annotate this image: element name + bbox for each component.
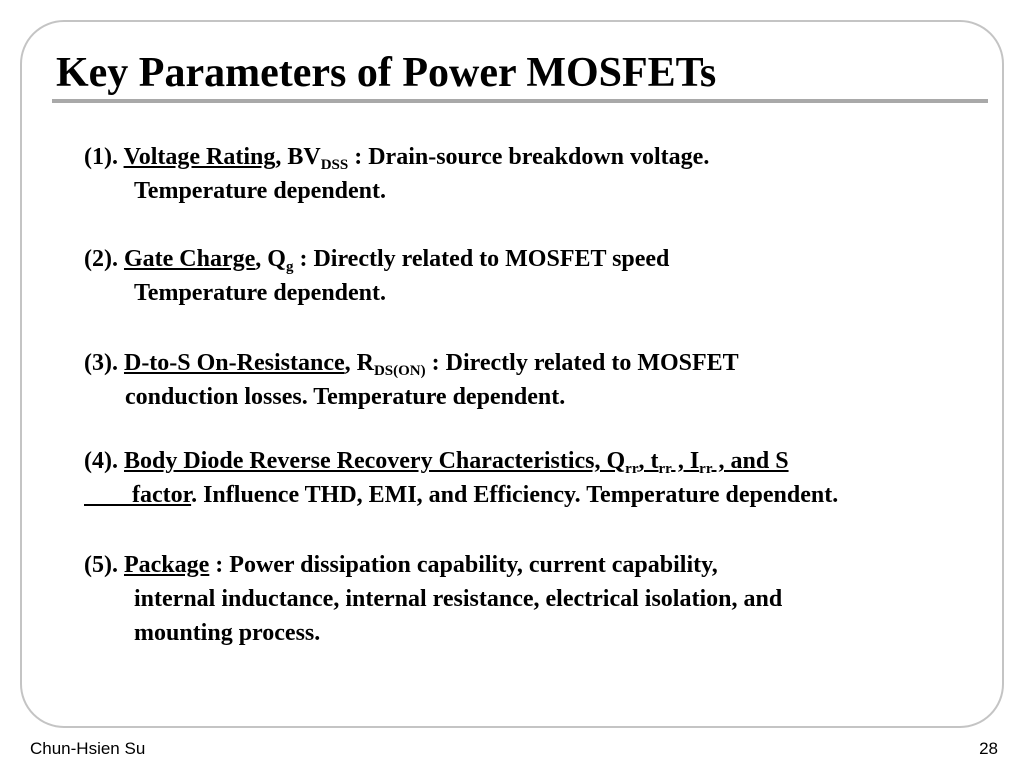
- footer-page-number: 28: [979, 739, 998, 758]
- parameter-item-gate-charge: [84, 242, 669, 310]
- parameter-item-package: [84, 548, 782, 650]
- parameter-name: D-to-S On-Resistance: [123, 350, 345, 376]
- parameter-name-tail: factor: [132, 482, 192, 508]
- item-continuation-line: internal inductance, internal resistance, electrical isolation, and: [134, 586, 783, 612]
- parameter-description: : Directly related to MOSFET: [425, 350, 739, 376]
- item-number: (3).: [84, 350, 124, 376]
- parameter-item-voltage-rating: [84, 140, 709, 208]
- parameter-symbol: , R: [344, 350, 374, 376]
- parameter-description: : Power dissipation capability, current capability,: [209, 552, 718, 578]
- item-continuation-line: Temperature dependent.: [134, 178, 386, 204]
- underline-indent: [84, 482, 132, 508]
- item-continuation-line: conduction losses. Temperature dependent.: [125, 384, 566, 410]
- item-number: (1).: [84, 144, 124, 170]
- parameter-symbol-subscript: rr: [699, 461, 713, 477]
- parameter-description: . Influence THD, EMI, and Efficiency. Temperature dependent.: [191, 482, 839, 508]
- title-underline-rule: [52, 99, 988, 103]
- item-line: [84, 242, 669, 276]
- item-continuation-line: mounting process.: [134, 620, 321, 646]
- parameter-symbol: , I: [671, 448, 700, 474]
- parameter-symbol: , and S: [712, 448, 789, 474]
- parameter-symbol-subscript: g: [285, 259, 294, 275]
- parameter-item-on-resistance: [84, 346, 739, 414]
- item-number: (4).: [84, 448, 124, 474]
- parameter-name: Body Diode Reverse Recovery Characteristics, Q: [123, 448, 626, 474]
- parameter-description: : Directly related to MOSFET speed: [293, 246, 670, 272]
- parameter-symbol-subscript: DS(ON): [373, 363, 426, 379]
- parameter-symbol-subscript: rr: [625, 461, 639, 477]
- parameter-symbol: , t: [638, 448, 659, 474]
- parameter-description: : Drain-source breakdown voltage.: [348, 144, 710, 170]
- slide-title: Key Parameters of Power MOSFETs: [56, 50, 717, 96]
- item-line: [84, 548, 782, 582]
- item-continuation-line: [84, 478, 838, 512]
- parameter-name: Gate Charge: [123, 246, 256, 272]
- item-line: [84, 346, 739, 380]
- parameter-name-continuation: [84, 482, 191, 508]
- item-line: [84, 444, 838, 478]
- parameter-item-body-diode: [84, 444, 838, 512]
- parameter-name: Voltage Rating: [123, 144, 276, 170]
- item-number: (5).: [84, 552, 124, 578]
- parameter-name-part: [123, 448, 789, 477]
- item-line: [84, 140, 709, 174]
- parameter-symbol: , BV: [275, 144, 321, 170]
- parameter-symbol-subscript: DSS: [320, 157, 349, 173]
- footer-author: Chun-Hsien Su: [30, 739, 146, 758]
- parameter-symbol-subscript: rr: [658, 461, 672, 477]
- parameter-symbol: , Q: [255, 246, 286, 272]
- parameter-name: Package: [123, 552, 210, 578]
- item-continuation-line: Temperature dependent.: [134, 280, 386, 306]
- item-number: (2).: [84, 246, 124, 272]
